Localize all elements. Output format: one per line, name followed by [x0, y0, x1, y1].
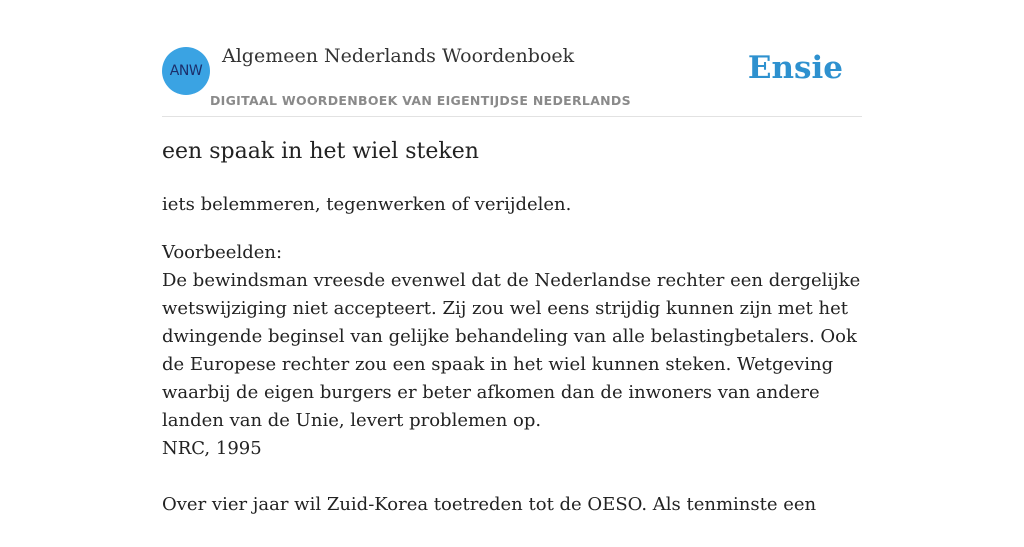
example-item [162, 267, 862, 463]
example-source: NRC, 1995 [162, 438, 262, 459]
example-item [162, 491, 862, 519]
example-text: De bewindsman vreesde evenwel dat de Nederlandse rechter een dergelijke wetswijziging niet accepteert. Zij zou wel eens strijdig kunnen zijn met het dwingende beginsel van gelijke behandeling van alle belastingbetalers. Ook de Europese rechter zou een spaak in het wiel kunnen steken. Wetgeving waarbij de eigen burgers er beter afkomen dan de inwoners van andere landen van de Unie, levert problemen op. [162, 270, 861, 431]
examples-label: Voorbeelden: [162, 242, 283, 263]
anw-logo[interactable]: ANW [162, 47, 210, 95]
entry-term: een spaak in het wiel steken [162, 139, 479, 164]
entry-definition: iets belemmeren, tegenwerken of verijdelen. [162, 194, 572, 215]
examples-section [162, 239, 862, 547]
page [162, 0, 862, 515]
ensie-brand-link[interactable]: Ensie [747, 50, 843, 86]
site-subtitle: DIGITAAL WOORDENBOEK VAN EIGENTIJDSE NEDERLANDS [210, 93, 631, 108]
site-title[interactable]: Algemeen Nederlands Woordenboek [222, 45, 575, 67]
example-text: Over vier jaar wil Zuid-Korea toetreden tot de OESO. Als tenminste een [162, 494, 817, 515]
site-header [162, 0, 862, 117]
